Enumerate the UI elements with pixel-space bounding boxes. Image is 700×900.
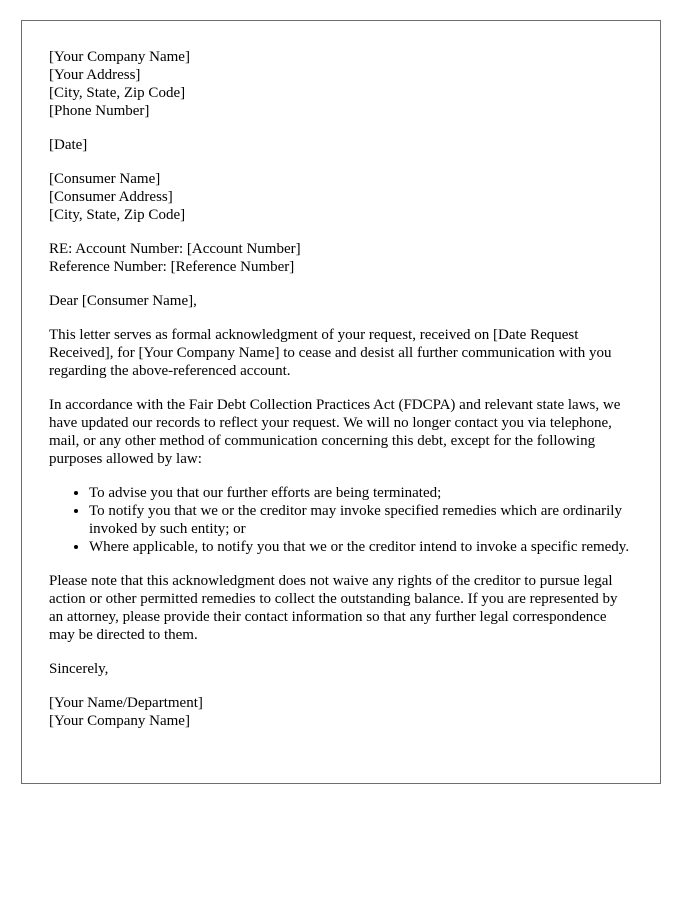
salutation-block [49,292,633,310]
list-item: • To advise you that our further efforts are being terminated; [89,484,633,502]
sender-company-name: [Your Company Name] [49,49,190,65]
closing: Sincerely, [49,661,109,677]
signature-name-department: [Your Name/Department] [49,695,203,711]
body-paragraph-3: Please note that this acknowledgment does not waive any rights of the creditor to pursue legal action or other permitted remedies to collect the outstanding balance. If you are represented by an attorney, please provide their contact information so that any further legal correspondence may be directed to them. [49,573,618,643]
list-item: • To notify you that we or the creditor may invoke specified remedies which are ordinarily invoked by such entity; or [89,502,633,538]
sender-block [49,48,633,120]
letter-page [21,20,661,784]
list-item: • Where applicable, to notify you that we or the creditor intend to invoke a specific remedy. [89,538,633,556]
salutation: Dear [Consumer Name], [49,293,197,309]
date-block [49,136,633,154]
closing-block [49,660,633,678]
body-paragraph-1: This letter serves as formal acknowledgment of your request, received on [Date Request Received], for [Your Company Name] to cease and desist all further communication with you regarding the above-referenced account. [49,327,612,379]
signature-company-name: [Your Company Name] [49,713,190,729]
sender-city-state-zip: [City, State, Zip Code] [49,85,186,101]
recipient-block [49,170,633,224]
recipient-name: [Consumer Name] [49,171,161,187]
sender-phone: [Phone Number] [49,103,150,119]
recipient-city-state-zip: [City, State, Zip Code] [49,207,186,223]
signature-block [49,694,633,730]
reference-number-line: Reference Number: [Reference Number] [49,259,295,275]
account-number-line: RE: Account Number: [Account Number] [49,241,301,257]
body-paragraph-2: In accordance with the Fair Debt Collection Practices Act (FDCPA) and relevant state laws, we have updated our records to reflect your request. We will no longer contact you via telephone, mail, or any other method of communication concerning this debt, except for the following purposes allowed by law: [49,397,621,467]
permitted-purposes-list [49,484,633,556]
recipient-address: [Consumer Address] [49,189,173,205]
sender-address: [Your Address] [49,67,141,83]
reference-block [49,240,633,276]
letter-date: [Date] [49,137,88,153]
